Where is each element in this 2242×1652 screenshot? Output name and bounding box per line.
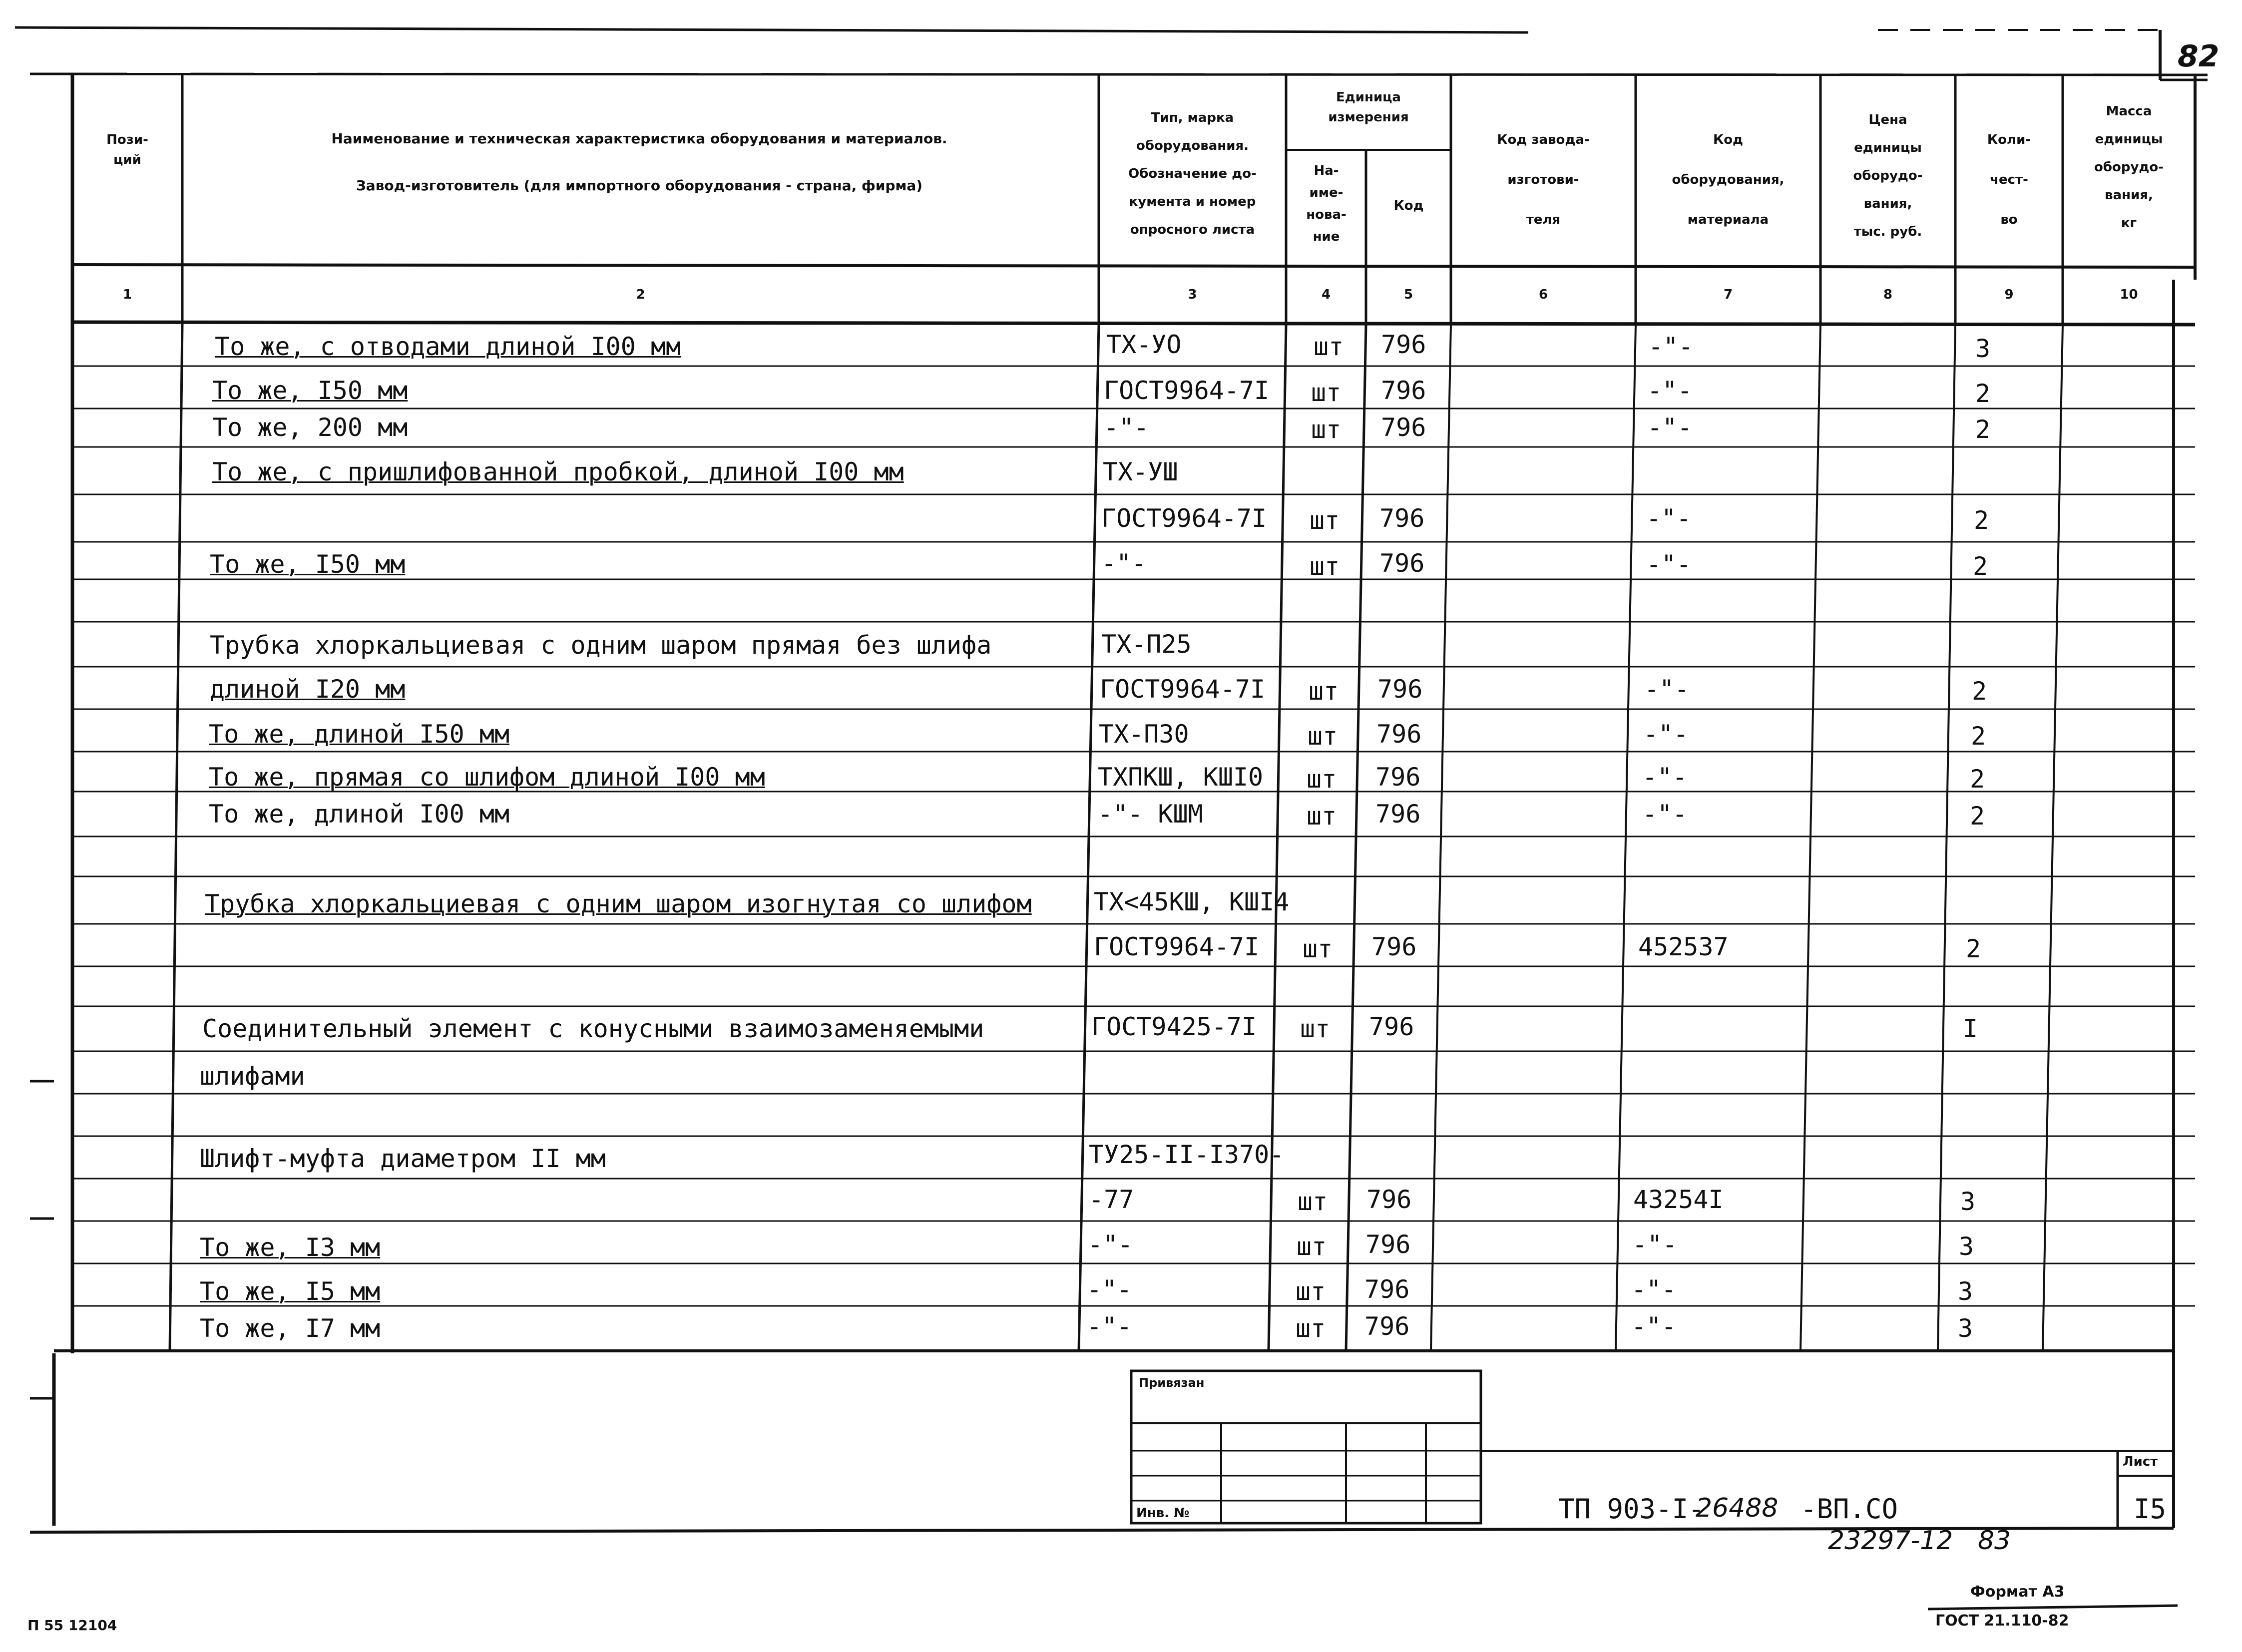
- row-19-unit: шт: [1296, 1314, 1326, 1343]
- row-3-type: ТХ-УШ: [1103, 457, 1178, 486]
- row-15-name: Шлифт-муфта диаметром II мм: [200, 1144, 606, 1173]
- row-11-name: Трубка хлоркальциевая с одним шаром изогнутая со шлифом: [205, 889, 1032, 918]
- row-2-unit: шт: [1311, 415, 1342, 444]
- row-12-type: ГОСТ9964-7I: [1094, 932, 1260, 961]
- row-18-name: То же, I5 мм: [200, 1277, 381, 1306]
- row-5-quantity: 2: [1973, 552, 1988, 581]
- row-16-type: -77: [1089, 1185, 1134, 1214]
- header-material-code: Код оборудования, материала: [1672, 132, 1785, 227]
- row-8-code: 796: [1376, 720, 1422, 749]
- row-2-material-code: -"-: [1647, 413, 1693, 442]
- row-1-unit: шт: [1311, 378, 1342, 407]
- row-9-type: ТХПКШ, КШI0: [1098, 763, 1264, 792]
- row-5-code: 796: [1379, 549, 1425, 578]
- row-0-material-code: -"-: [1648, 332, 1694, 361]
- stamp-sheet-label: Лист: [2123, 1454, 2158, 1469]
- stamp-handwritten-number: 23297-12 83: [1828, 1526, 2011, 1556]
- col-number-6: 6: [1538, 287, 1548, 302]
- row-9-code: 796: [1375, 763, 1421, 792]
- row-3-name: То же, с пришлифованной пробкой, длиной I00 мм: [212, 457, 904, 486]
- row-12-code: 796: [1371, 932, 1417, 961]
- col-number-4: 4: [1321, 287, 1331, 302]
- corner-page-number: 82: [2178, 39, 2220, 74]
- header-factory-code: Код завода- изготови- теля: [1497, 132, 1590, 227]
- col-number-1: 1: [122, 287, 132, 302]
- row-16-unit: шт: [1298, 1187, 1328, 1216]
- row-8-material-code: -"-: [1643, 720, 1689, 749]
- row-5-type: -"-: [1101, 549, 1147, 578]
- row-9-quantity: 2: [1970, 765, 1985, 794]
- row-10-quantity: 2: [1970, 802, 1985, 830]
- col-number-7: 7: [1723, 287, 1733, 302]
- row-7-code: 796: [1377, 675, 1423, 704]
- stamp-sheet-number: I5: [2134, 1493, 2167, 1525]
- header-type-mark: Тип, марка оборудования. Обозначение до- кумента и номер опросного листа: [1128, 110, 1257, 237]
- header-mass: Масса единицы оборудо- вания, кг: [2094, 104, 2164, 231]
- row-0-quantity: 3: [1975, 334, 1991, 363]
- row-19-code: 796: [1364, 1312, 1410, 1341]
- row-0-unit: шт: [1314, 332, 1344, 361]
- row-10-code: 796: [1375, 800, 1421, 828]
- row-7-quantity: 2: [1972, 677, 1987, 706]
- footer-gost: ГОСТ 21.110-82: [1935, 1612, 2069, 1630]
- row-2-name: То же, 200 мм: [212, 413, 408, 442]
- row-13-quantity: I: [1963, 1014, 1978, 1043]
- row-13-name: Соединительный элемент с конусными взаимозаменяемыми: [202, 1014, 984, 1043]
- row-13-code: 796: [1369, 1012, 1414, 1041]
- row-8-type: ТХ-П30: [1099, 720, 1189, 749]
- header-name-line1: Наименование и техническая характеристика оборудования и материалов.: [331, 130, 947, 147]
- row-1-quantity: 2: [1975, 379, 1991, 408]
- row-4-material-code: -"-: [1646, 504, 1692, 533]
- row-18-type: -"-: [1087, 1275, 1132, 1304]
- row-1-code: 796: [1381, 376, 1426, 405]
- stamp-doc-code-handwritten: 26488: [1696, 1493, 1779, 1523]
- row-5-unit: шт: [1310, 552, 1340, 581]
- row-7-type: ГОСТ9964-7I: [1100, 675, 1266, 704]
- row-16-code: 796: [1366, 1185, 1412, 1214]
- header-name-line2: Завод-изготовитель (для импортного оборудования - страна, фирма): [356, 177, 923, 194]
- col-number-3: 3: [1188, 287, 1197, 302]
- row-1-material-code: -"-: [1647, 376, 1693, 405]
- row-19-quantity: 3: [1958, 1314, 1973, 1343]
- row-17-unit: шт: [1297, 1232, 1327, 1261]
- footer-left-code: П 55 12104: [27, 1617, 117, 1634]
- row-6-name: Трубка хлоркальциевая с одним шаром прямая без шлифа: [210, 631, 992, 660]
- col-number-2: 2: [636, 287, 645, 302]
- row-19-name: То же, I7 мм: [200, 1314, 381, 1343]
- stamp-doc-suffix: -ВП.СО: [1800, 1493, 1898, 1525]
- row-18-quantity: 3: [1958, 1277, 1973, 1306]
- row-1-type: ГОСТ9964-7I: [1104, 376, 1270, 405]
- row-2-type: -"-: [1104, 413, 1149, 442]
- row-8-name: То же, длиной I50 мм: [209, 720, 510, 749]
- row-4-quantity: 2: [1974, 506, 1989, 535]
- row-18-material-code: -"-: [1631, 1275, 1677, 1304]
- row-19-type: -"-: [1087, 1312, 1132, 1341]
- row-9-unit: шт: [1307, 765, 1337, 794]
- row-13-unit: шт: [1300, 1014, 1331, 1043]
- row-9-material-code: -"-: [1642, 763, 1688, 792]
- row-4-type: ГОСТ9964-7I: [1101, 504, 1267, 533]
- header-unit-code: Код: [1393, 198, 1424, 213]
- row-12-unit: шт: [1303, 934, 1333, 963]
- row-2-quantity: 2: [1975, 415, 1991, 444]
- footer-format: Формат А3: [1970, 1583, 2065, 1601]
- row-4-code: 796: [1379, 504, 1425, 533]
- col-number-5: 5: [1403, 287, 1413, 302]
- row-11-type: ТХ<45КШ, КШI4: [1094, 887, 1290, 916]
- row-17-material-code: -"-: [1632, 1230, 1678, 1259]
- row-17-type: -"-: [1088, 1230, 1133, 1259]
- stamp-inv-no: Инв. №: [1136, 1506, 1190, 1521]
- row-7-material-code: -"-: [1644, 675, 1690, 704]
- row-1-name: То же, I50 мм: [212, 376, 408, 405]
- row-16-quantity: 3: [1960, 1187, 1976, 1216]
- row-9-name: То же, прямая со шлифом длиной I00 мм: [209, 763, 765, 792]
- row-19-material-code: -"-: [1631, 1312, 1677, 1341]
- row-12-material-code: 452537: [1638, 932, 1729, 961]
- header-unit-group: Единица измерения: [1328, 90, 1409, 125]
- col-number-8: 8: [1883, 287, 1893, 302]
- row-5-name: То же, I50 мм: [210, 550, 406, 579]
- row-13-type: ГОСТ9425-7I: [1091, 1012, 1257, 1041]
- row-4-unit: шт: [1310, 506, 1340, 535]
- row-18-unit: шт: [1296, 1277, 1326, 1306]
- col-number-10: 10: [2120, 287, 2138, 302]
- row-16-material-code: 43254I: [1633, 1185, 1724, 1214]
- row-6-type: ТХ-П25: [1101, 630, 1192, 659]
- row-7-unit: шт: [1309, 677, 1339, 706]
- row-14-name: шлифами: [200, 1062, 305, 1091]
- row-17-code: 796: [1365, 1230, 1411, 1259]
- header-price: Цена единицы оборудо- вания, тыс. руб.: [1853, 112, 1923, 239]
- row-12-quantity: 2: [1966, 934, 1981, 963]
- row-17-name: То же, I3 мм: [200, 1233, 381, 1262]
- row-5-material-code: -"-: [1646, 550, 1692, 579]
- row-7-name: длиной I20 мм: [210, 675, 406, 704]
- stamp-doc-code: ТП 903-I-: [1558, 1493, 1705, 1525]
- header-positions: Пози- ций: [106, 132, 148, 167]
- header-unit-name: На- име- нова- ние: [1306, 163, 1346, 244]
- header-quantity: Коли- чест- во: [1987, 132, 2031, 227]
- row-0-type: ТХ-УО: [1106, 330, 1182, 359]
- row-10-unit: шт: [1307, 802, 1337, 830]
- row-8-quantity: 2: [1971, 722, 1986, 751]
- row-10-name: То же, длиной I00 мм: [209, 800, 510, 828]
- row-18-code: 796: [1364, 1275, 1410, 1304]
- row-8-unit: шт: [1308, 722, 1338, 751]
- row-15-type: ТУ25-II-I370-: [1089, 1140, 1285, 1169]
- row-0-code: 796: [1381, 330, 1426, 359]
- stamp-privyazan: Привязан: [1139, 1376, 1205, 1390]
- col-number-9: 9: [2004, 287, 2014, 302]
- row-10-type: -"- КШМ: [1098, 800, 1203, 828]
- row-2-code: 796: [1381, 413, 1426, 442]
- row-17-quantity: 3: [1959, 1232, 1974, 1261]
- row-10-material-code: -"-: [1642, 800, 1688, 828]
- row-0-name: То же, с отводами длиной I00 мм: [215, 332, 681, 361]
